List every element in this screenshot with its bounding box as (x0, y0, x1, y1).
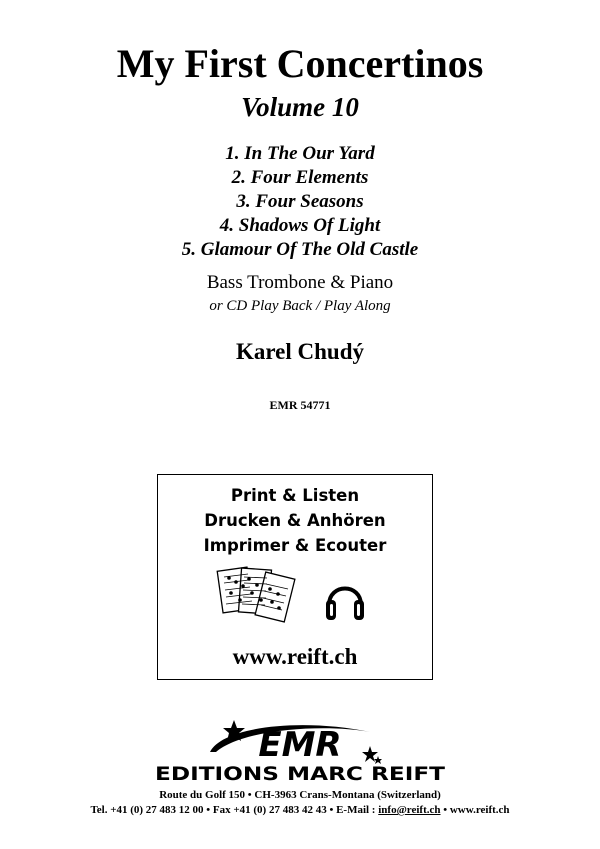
publisher-address: Route du Golf 150 • CH-3963 Crans-Montana (Switzerland) (159, 789, 441, 801)
promo-line: Drucken & Anhören (204, 511, 386, 530)
logo-mark: EMR (258, 725, 342, 765)
list-item: 4. Shadows Of Light (219, 215, 381, 236)
website-link[interactable]: www.reift.ch (232, 644, 358, 669)
composer-name: Karel Chudý (235, 339, 365, 364)
list-item: 2. Four Elements (231, 167, 369, 188)
publisher-contact (0, 803, 600, 817)
sheet-music-icon (216, 563, 298, 627)
contact-website: • www.reift.ch (440, 804, 510, 816)
playback-note: or CD Play Back / Play Along (209, 298, 391, 314)
catalog-number: EMR 54771 (269, 398, 331, 412)
promo-line: Imprimer & Ecouter (203, 536, 387, 555)
track-list (0, 142, 600, 262)
contact-phone-fax: Tel. +41 (0) 27 483 12 00 • Fax +41 (0) 27 483 42 43 • E-Mail : (90, 804, 379, 816)
headphones-icon (324, 573, 366, 625)
page-title: My First Concertinos (116, 41, 484, 86)
list-item: 3. Four Seasons (236, 191, 364, 212)
volume-subtitle: Volume 10 (241, 92, 359, 122)
instrumentation: Bass Trombone & Piano (206, 272, 394, 293)
email-link[interactable]: info@reift.ch (378, 804, 441, 816)
list-item: 1. In The Our Yard (225, 143, 375, 164)
list-item: 5. Glamour Of The Old Castle (181, 239, 419, 260)
publisher-name: EDITIONS MARC REIFT (155, 763, 446, 784)
promo-line: Print & Listen (230, 486, 360, 505)
publisher-logo (148, 712, 452, 784)
print-listen-box (157, 474, 433, 680)
